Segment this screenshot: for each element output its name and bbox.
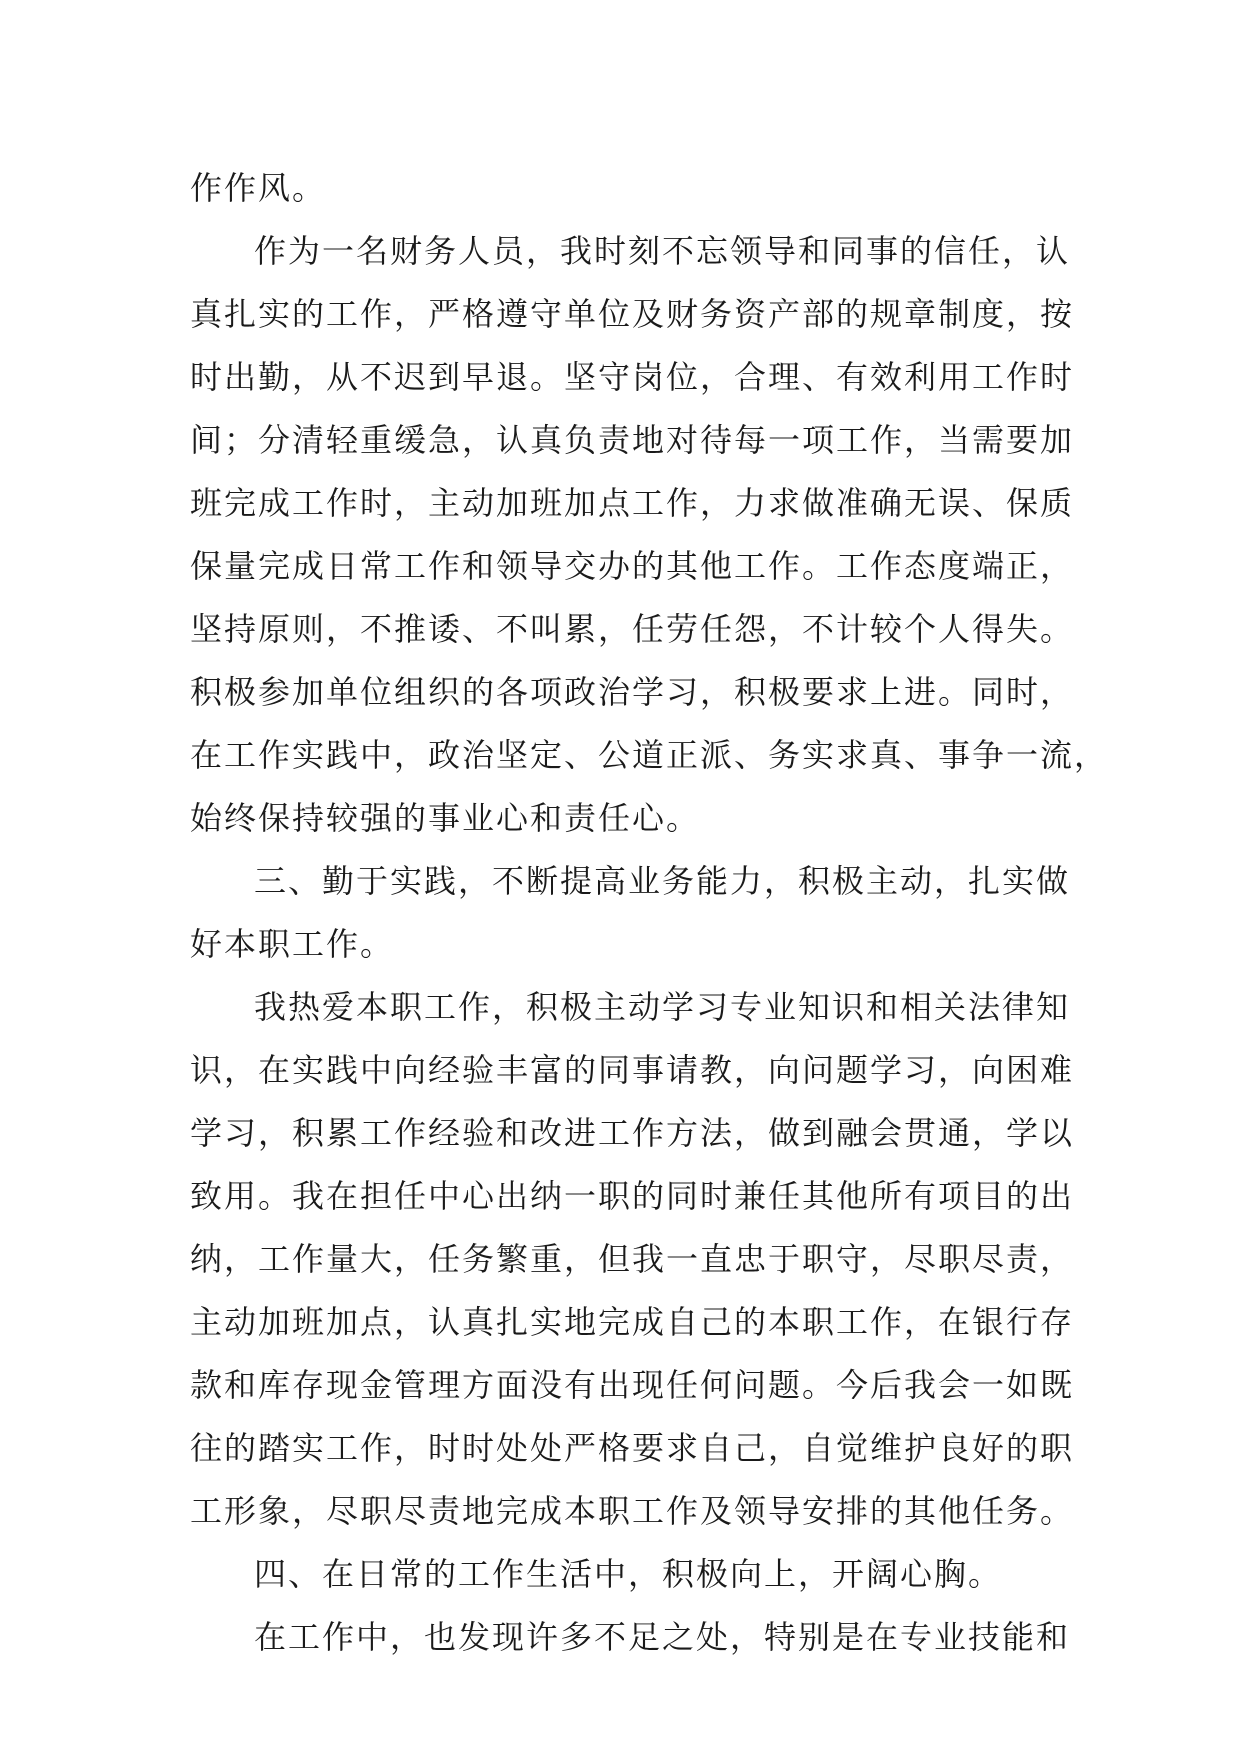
section-heading-four: 四、在日常的工作生活中，积极向上，开阔心胸。 <box>254 1555 1003 1593</box>
text-line: 款和库存现金管理方面没有出现任何问题。今后我会一如既 <box>190 1366 1075 1404</box>
text-line: 工形象，尽职尽责地完成本职工作及领导安排的其他任务。 <box>190 1492 1075 1530</box>
text-line: 主动加班加点，认真扎实地完成自己的本职工作，在银行存 <box>190 1303 1075 1341</box>
text-line: 在工作实践中，政治坚定、公道正派、务实求真、事争一流， <box>190 736 1109 774</box>
text-line: 保量完成日常工作和领导交办的其他工作。工作态度端正， <box>190 547 1075 585</box>
text-line: 真扎实的工作，严格遵守单位及财务资产部的规章制度，按 <box>190 295 1075 333</box>
text-line: 间；分清轻重缓急，认真负责地对待每一项工作，当需要加 <box>190 421 1075 459</box>
text-line: 在工作中，也发现许多不足之处，特别是在专业技能和 <box>254 1618 1071 1656</box>
text-line: 作为一名财务人员，我时刻不忘领导和同事的信任，认 <box>254 232 1071 270</box>
text-line: 班完成工作时，主动加班加点工作，力求做准确无误、保质 <box>190 484 1075 522</box>
section-heading-three: 三、勤于实践，不断提高业务能力，积极主动，扎实做 <box>254 862 1071 900</box>
text-line: 致用。我在担任中心出纳一职的同时兼任其他所有项目的出 <box>190 1177 1075 1215</box>
text-line: 始终保持较强的事业心和责任心。 <box>190 799 701 837</box>
text-line: 坚持原则，不推诿、不叫累，任劳任怨，不计较个人得失。 <box>190 610 1075 648</box>
document-body <box>190 157 1109 1669</box>
section-heading-three-cont: 好本职工作。 <box>190 925 395 963</box>
text-line: 往的踏实工作，时时处处严格要求自己，自觉维护良好的职 <box>190 1429 1075 1467</box>
text-line: 时出勤，从不迟到早退。坚守岗位，合理、有效利用工作时 <box>190 358 1075 396</box>
text-line: 识，在实践中向经验丰富的同事请教，向问题学习，向困难 <box>190 1051 1075 1089</box>
text-line: 积极参加单位组织的各项政治学习，积极要求上进。同时， <box>190 673 1075 711</box>
text-line: 纳，工作量大，任务繁重，但我一直忠于职守，尽职尽责， <box>190 1240 1075 1278</box>
text-line: 学习，积累工作经验和改进工作方法，做到融会贯通，学以 <box>190 1114 1075 1152</box>
text-line: 我热爱本职工作，积极主动学习专业知识和相关法律知 <box>254 988 1071 1026</box>
text-line: 作作风。 <box>190 169 327 207</box>
